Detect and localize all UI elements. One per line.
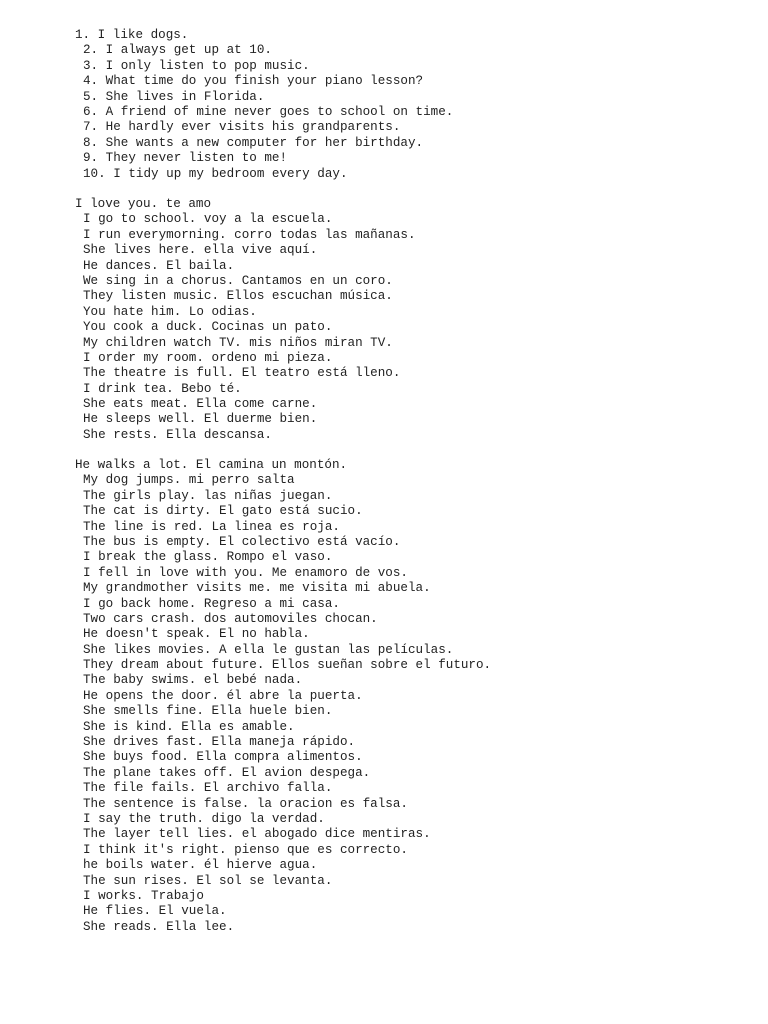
- text-line: 5. She lives in Florida.: [83, 89, 265, 104]
- text-line: 6. A friend of mine never goes to school on time.: [83, 104, 454, 119]
- text-line: She drives fast. Ella maneja rápido.: [83, 735, 356, 750]
- text-line: He sleeps well. El duerme bien.: [83, 412, 318, 427]
- text-line: They dream about future. Ellos sueñan sobre el futuro.: [83, 658, 492, 673]
- text-line: She rests. Ella descansa.: [83, 427, 272, 442]
- text-line: He flies. El vuela.: [83, 904, 227, 919]
- text-line: I go back home. Regreso a mi casa.: [83, 596, 340, 611]
- text-line: She buys food. Ella compra alimentos.: [83, 750, 363, 765]
- text-line: I think it's right. pienso que es correcto.: [83, 842, 408, 857]
- text-line: I fell in love with you. Me enamoro de vos.: [83, 565, 408, 580]
- text-line: You cook a duck. Cocinas un pato.: [83, 320, 333, 335]
- text-line: Two cars crash. dos automoviles chocan.: [83, 611, 378, 626]
- text-line: I drink tea. Bebo té.: [83, 381, 242, 396]
- text-line: She lives here. ella vive aquí.: [83, 243, 318, 258]
- text-line: 4. What time do you finish your piano lesson?: [83, 74, 424, 89]
- text-line: She is kind. Ella es amable.: [83, 719, 295, 734]
- text-line: He doesn't speak. El no habla.: [83, 627, 310, 642]
- text-line: She likes movies. A ella le gustan las películas.: [83, 642, 454, 657]
- text-line: 10. I tidy up my bedroom every day.: [83, 166, 348, 181]
- text-line: He dances. El baila.: [83, 258, 235, 273]
- text-line: The sentence is false. la oracion es falsa.: [83, 796, 408, 811]
- text-line: I say the truth. digo la verdad.: [83, 811, 325, 826]
- text-line: I go to school. voy a la escuela.: [83, 212, 333, 227]
- text-line: The line is red. La linea es roja.: [83, 519, 340, 534]
- text-line: You hate him. Lo odias.: [83, 304, 257, 319]
- text-line: The layer tell lies. el abogado dice mentiras.: [83, 827, 431, 842]
- text-line: 8. She wants a new computer for her birthday.: [83, 135, 424, 150]
- text-line: My dog jumps. mi perro salta: [83, 473, 295, 488]
- text-line: I run everymorning. corro todas las mañanas.: [83, 227, 416, 242]
- text-line: The theatre is full. El teatro está lleno.: [83, 366, 401, 381]
- translation-section-2: [0, 458, 768, 935]
- text-line: The file fails. El archivo falla.: [83, 781, 333, 796]
- text-line: 2. I always get up at 10.: [83, 43, 272, 58]
- text-line: They listen music. Ellos escuchan música.: [83, 289, 393, 304]
- text-line: My children watch TV. mis niños miran TV.: [83, 335, 393, 350]
- text-line: We sing in a chorus. Cantamos en un coro.: [83, 273, 393, 288]
- text-line: I works. Trabajo: [83, 888, 204, 903]
- text-line: He opens the door. él abre la puerta.: [83, 688, 363, 703]
- text-line: 7. He hardly ever visits his grandparents.: [83, 120, 401, 135]
- text-line: 9. They never listen to me!: [83, 151, 288, 166]
- text-line: I love you. te amo: [75, 197, 212, 211]
- text-line: I order my room. ordeno mi pieza.: [83, 350, 333, 365]
- text-line: 3. I only listen to pop music.: [83, 58, 310, 73]
- text-line: 1. I like dogs.: [75, 28, 189, 42]
- text-line: The baby swims. el bebé nada.: [83, 673, 303, 688]
- text-line: He walks a lot. El camina un montón.: [75, 458, 348, 472]
- text-line: She eats meat. Ella come carne.: [83, 397, 318, 412]
- text-line: The sun rises. El sol se levanta.: [83, 873, 333, 888]
- text-line: he boils water. él hierve agua.: [83, 858, 318, 873]
- text-line: I break the glass. Rompo el vaso.: [83, 550, 333, 565]
- text-line: The cat is dirty. El gato está sucio.: [83, 504, 363, 519]
- text-line: She smells fine. Ella huele bien.: [83, 704, 333, 719]
- text-line: The bus is empty. El colectivo está vacío.: [83, 534, 401, 549]
- text-line: She reads. Ella lee.: [83, 919, 235, 934]
- text-line: My grandmother visits me. me visita mi abuela.: [83, 581, 431, 596]
- text-line: The plane takes off. El avion despega.: [83, 765, 371, 780]
- translation-section-1: [0, 197, 768, 443]
- text-line: The girls play. las niñas juegan.: [83, 488, 333, 503]
- numbered-sentences-section: [0, 28, 768, 182]
